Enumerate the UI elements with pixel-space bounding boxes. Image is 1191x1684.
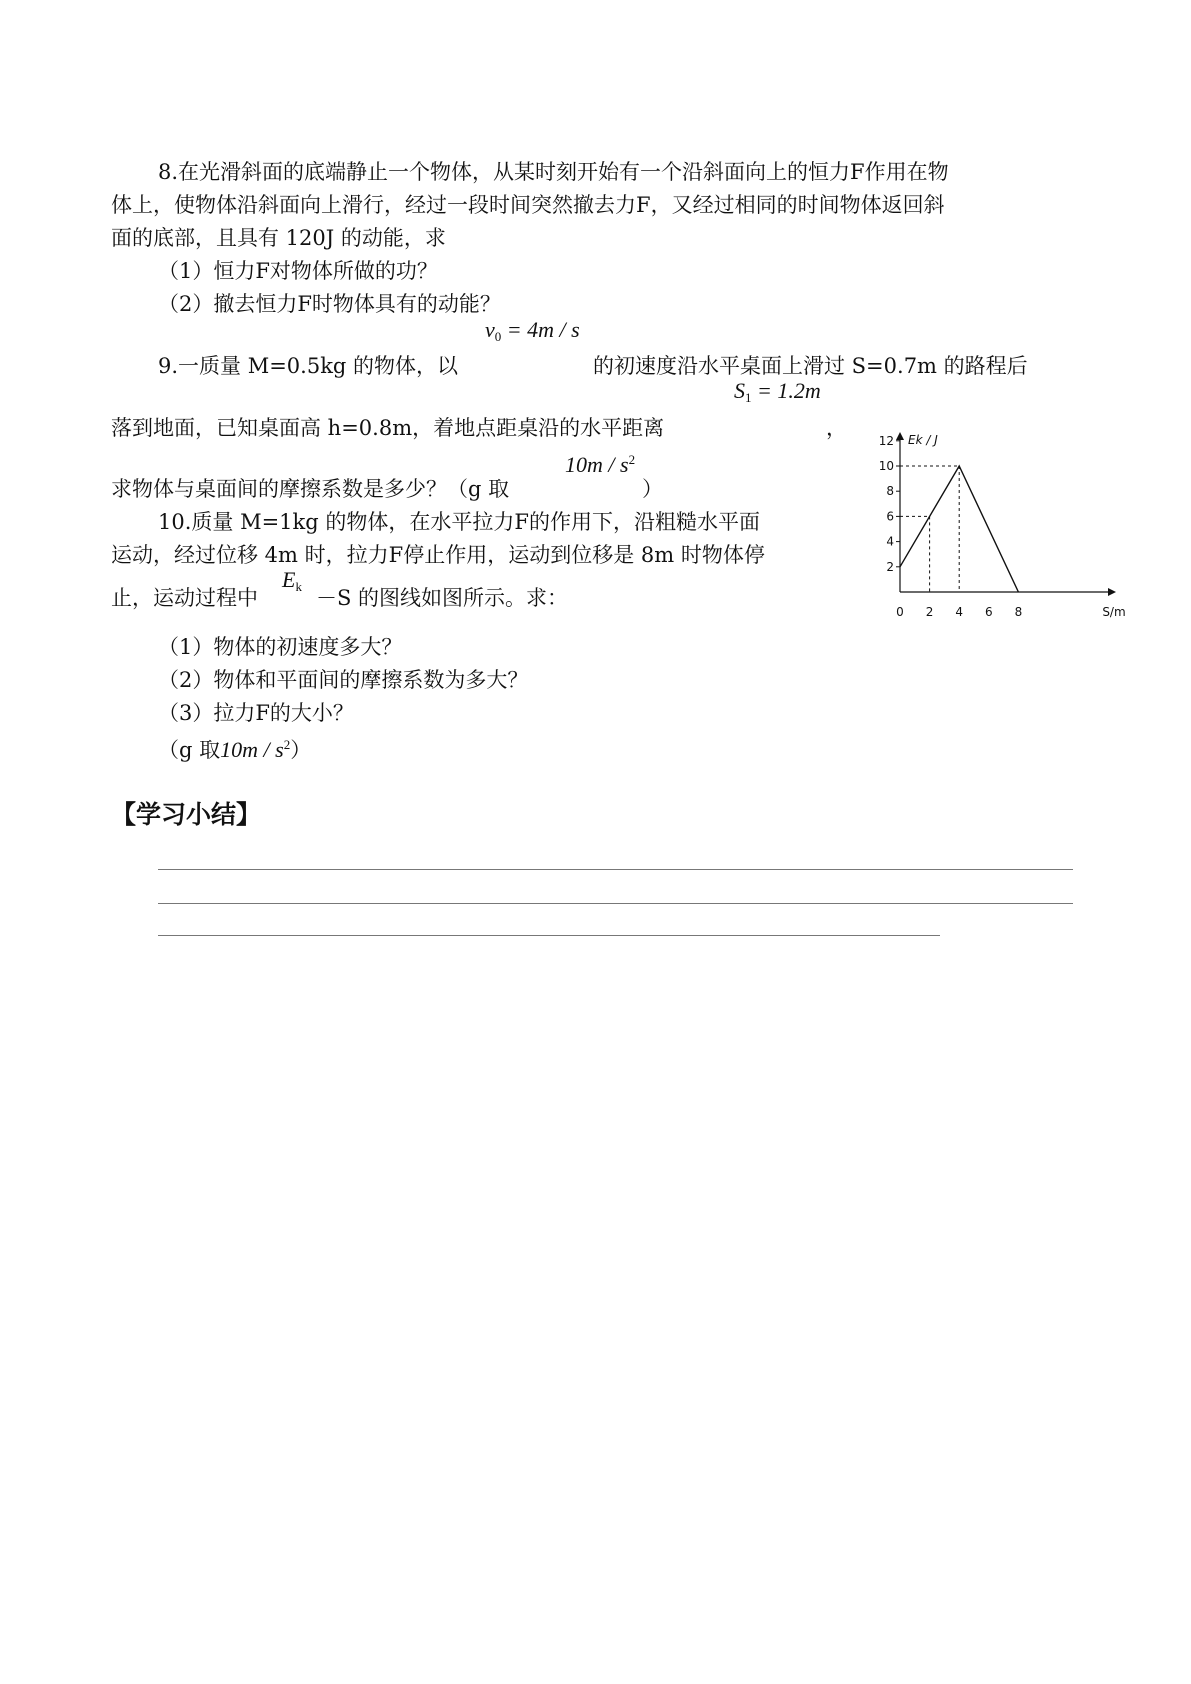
q8-subquestion-2: （2）撤去恒力F时物体具有的动能？ xyxy=(158,292,501,316)
q10-subquestion-2: （2）物体和平面间的摩擦系数为多大？ xyxy=(158,668,529,692)
q9-line-3-end: ） xyxy=(642,477,663,501)
q10-subquestion-1: （1）物体的初速度多大？ xyxy=(158,635,403,659)
x-tick-label: 8 xyxy=(1014,605,1023,619)
q10-gravity-formula: $10m / s^2$ xyxy=(220,737,291,762)
q10-kinetic-energy-symbol: $E_k$ xyxy=(282,567,302,594)
summary-line-1[interactable] xyxy=(158,869,1073,870)
summary-heading: 【学习小结】 xyxy=(111,800,262,829)
y-tick-label: 6 xyxy=(886,509,894,524)
q9-horizontal-distance-formula: $S_1 = 1.2m$ xyxy=(734,378,821,405)
q10-subquestion-3: （3）拉力F的大小？ xyxy=(158,701,354,725)
q10-line-2: 运动，经过位移 4m 时，拉力F停止作用，运动到位移是 8m 时物体停 xyxy=(111,543,765,567)
y-tick-label: 10 xyxy=(878,459,894,473)
q9-gravity-formula: $10m / s^2$ xyxy=(565,452,636,477)
y-tick-label: 4 xyxy=(886,534,894,549)
q9-initial-velocity-formula: $v_0 = 4m / s$ xyxy=(485,317,580,344)
q10-line-3-end: －S 的图线如图所示。求： xyxy=(316,586,569,610)
x-axis-label: S/m xyxy=(1102,605,1126,619)
q9-line-2-end: ， xyxy=(826,416,847,440)
ek-s-graph xyxy=(870,432,1130,642)
q10-line-1: 10.质量 M=1kg 的物体，在水平拉力F的作用下，沿粗糙水平面 xyxy=(158,510,760,534)
summary-line-3[interactable] xyxy=(158,935,940,936)
summary-line-2[interactable] xyxy=(158,903,1073,904)
q9-line-2-start: 落到地面，已知桌面高 h=0.8m，着地点距桌沿的水平距离 xyxy=(111,416,665,440)
x-tick-label: 6 xyxy=(984,605,993,619)
x-tick-label: 2 xyxy=(925,605,934,619)
y-axis-label: Ek / J xyxy=(908,433,938,447)
x-tick-label: 0 xyxy=(896,605,904,619)
y-axis-arrow xyxy=(896,432,904,440)
q8-line-3: 面的底部，且具有 120J 的动能，求 xyxy=(111,226,446,250)
q8-line-2: 体上，使物体沿斜面向上滑行，经过一段时间突然撤去力F，又经过相同的时间物体返回斜 xyxy=(111,193,945,217)
q8-line-1: 8.在光滑斜面的底端静止一个物体，从某时刻开始有一个沿斜面向上的恒力F作用在物 xyxy=(158,160,949,184)
y-tick-label: 8 xyxy=(886,484,894,499)
q9-line-1-end: 的初速度沿水平桌面上滑过 S=0.7m 的路程后 xyxy=(593,354,1028,378)
q8-subquestion-1: （1）恒力F对物体所做的功？ xyxy=(158,259,438,283)
y-tick-label: 12 xyxy=(878,433,894,448)
y-tick-label: 2 xyxy=(886,559,894,574)
q10-line-3-start: 止，运动过程中 xyxy=(111,586,258,610)
x-axis-arrow xyxy=(1108,588,1116,596)
x-tick-label: 4 xyxy=(955,605,964,619)
q10-gravity-note: （g 取$10m / s^2$） xyxy=(158,737,312,762)
q9-line-3-start: 求物体与桌面间的摩擦系数是多少？（g 取 xyxy=(111,477,510,501)
q9-line-1-start: 9.一质量 M=0.5kg 的物体，以 xyxy=(158,354,459,378)
